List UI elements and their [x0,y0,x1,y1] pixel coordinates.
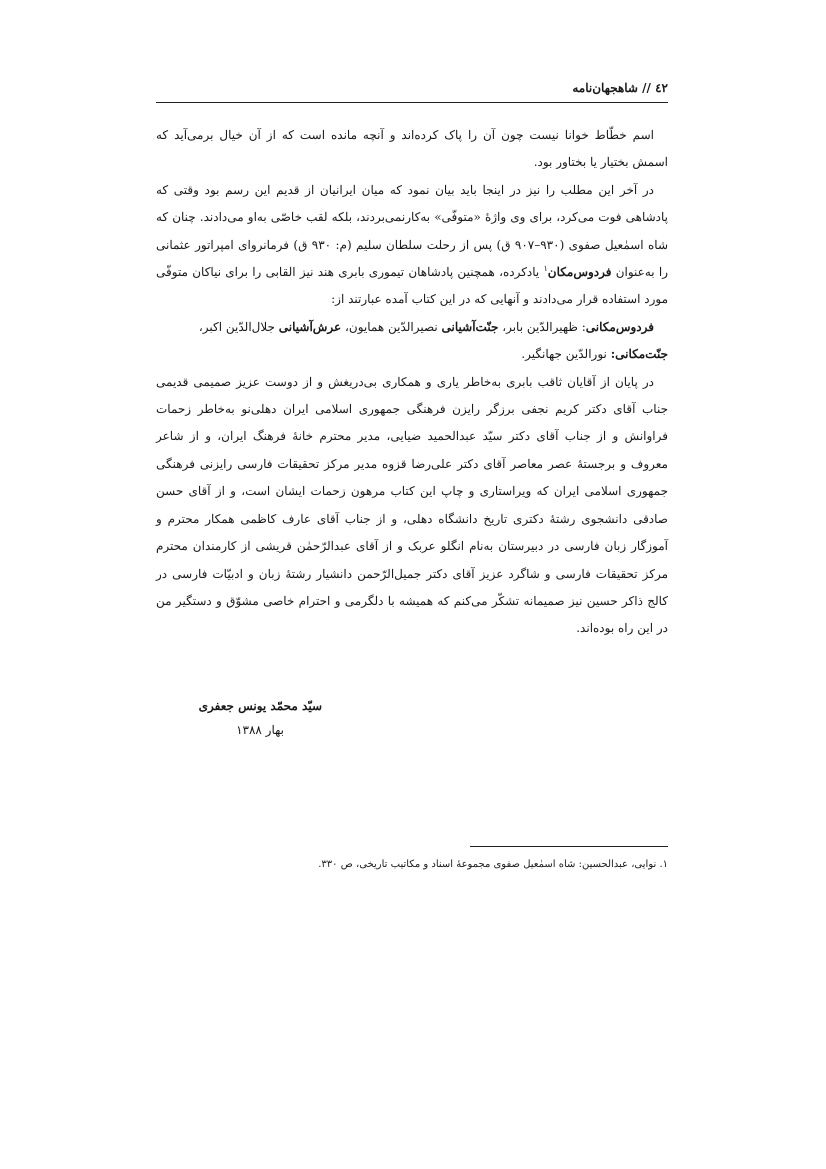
term-jannat-ashiani: جنّت‌آشیانی [441,319,499,334]
header-text: ٤٢ // شاهجهان‌نامه [572,81,668,95]
signature-name: سیّد محمّد یونس جعفری [198,699,322,713]
term-arsh-ashiani-value: جلال‌الدّین اکبر، [198,319,279,334]
term-arsh-ashiani: عرش‌آشیانی [278,319,342,334]
term-jannat-ashiani-value: نصیرالدّین همایون، [341,319,442,334]
term-jannat-makani-value: نورالدّین جهانگیر. [521,347,611,362]
header-rule [156,102,668,103]
paragraph-titles-list [156,314,668,369]
footnote-rule [470,846,668,847]
term-ferdows-makan: فردوس‌مکان [547,265,612,280]
footnote-marker[interactable]: ۱ [543,264,548,274]
footnote-text: ۱. نوایی، عبدالحسین: شاه اسمٰعیل صفوی مجموعهٔ اسناد و مکاتیب تاریخی، ص ۳۳۰. [318,859,668,870]
signature-date: بهار ۱۳۸۸ [236,723,284,737]
term-jannat-makani: جنّت‌مکانی: [610,347,668,362]
term-ferdows-makani-value: : ظهیرالدّین بابر، [498,319,586,334]
footnote [156,856,668,874]
paragraph-titles-intro-c: یادکرده، همچنین پادشاهان تیموری بابری هند نیز القابی را برای نیاکان متوفّی مورد استفاده قرار می‌دادند و آنهایی که در این کتاب آمده عبارتند از: [156,265,668,307]
signature-block [156,694,668,742]
paragraph-titles-intro [156,177,668,314]
paragraph-titles-intro-a: در آخر این مطلب را نیز در اینجا باید بیان نمود که میان ایرانیان از قدیم این رسم بود وقتی که پادشاهی فوت می‌کرد، برای وی واژهٔ «متوفّی» به‌کارنمی‌بردند، بلکه لقب خاصّی به‌او می‌دادند. چنان که شاه اسمٰعیل صفوی (۹۳۰–۹۰۷ ق) پس از رحلت سلطان سلیم (م: ۹۳۰ ق) فرمانروای امپراتور عثمانی را به‌عنوان [156,182,669,280]
paragraph-calligrapher: اسم خطّاط خوانا نیست چون آن را پاک کرده‌اند و آنچه مانده است که از آن خیال برمی‌آید که اسمش بختیار یا بختاور بود. [156,128,668,170]
term-ferdows-makani: فردوس‌مکانی [585,319,654,334]
paragraph-acknowledgements: در پایان از آقایان ثاقب بابری به‌خاطر یاری و همکاری بی‌دریغش و از دوست عزیز صمیمی قدیمی جناب آقای دکتر کریم نجفی برزگر رایزن فرهنگی جمهوری اسلامی ایران دهلی‌نو به‌خاطر زحمات فراوانش و از جناب آقای دکتر سیّد عبدالحمید ضیایی، مدیر محترم خانهٔ فرهنگ ایران، و از شاعر معروف و برجستهٔ عصر معاصر آقای دکتر علی‌رضا قزوه مدیر مرکز تحقیقات فارسی رایزنی فرهنگی جمهوری اسلامی ایران که ویراستاری و چاپ این کتاب مرهون زحمات ایشان است، و از آقای حسن صادقی دانشجوی رشتهٔ دکتری تاریخ دانشگاه دهلی، و از جناب آقای عارف کاظمی همکار محترم و آموزگار زبان فارسی در دبیرستان به‌نام انگلو عربک و از آقای عبدالرّحمٰن قریشی از کارمندان محترم مرکز تحقیقات فارسی و شاگرد عزیز آقای دکتر جمیل‌الرّحمن دانشیار رشتهٔ زبان و ادبیّات فارسی در کالج ذاکر حسین نیز صمیمانه تشکّر می‌کنم که همیشه با دلگرمی و احترام خاصی مشوّق و دستگیر من در این راه بوده‌اند. [156,374,668,636]
running-header [156,76,668,100]
body-text [156,122,668,643]
